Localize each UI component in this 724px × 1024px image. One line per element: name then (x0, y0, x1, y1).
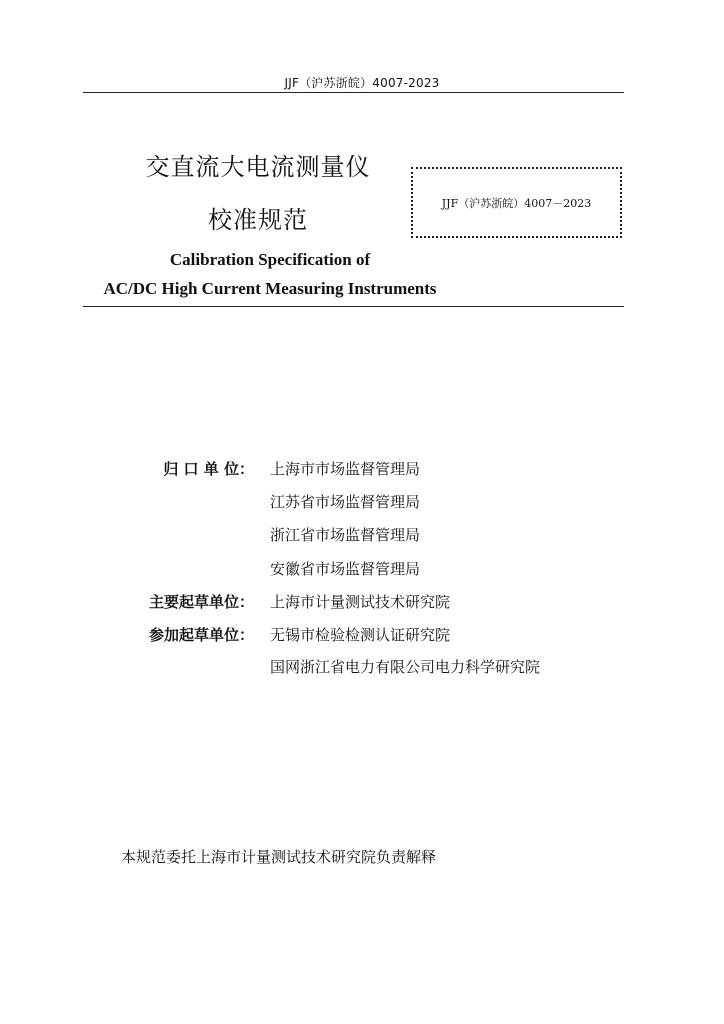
header-rule (83, 92, 624, 93)
participating-drafter-2: 国网浙江省电力有限公司电力科学研究院 (270, 658, 541, 676)
participating-drafter-1: 无锡市检验检测认证研究院 (270, 626, 451, 644)
responsible-unit-1: 上海市市场监督管理局 (270, 460, 421, 478)
interpretation-note: 本规范委托上海市计量测试技术研究院负责解释 (121, 848, 437, 866)
responsible-unit-2: 江苏省市场监督管理局 (270, 493, 421, 511)
standard-code-box-text: JJF（沪苏浙皖）4007－2023 (441, 197, 592, 210)
title-rule (83, 306, 624, 307)
responsible-unit-3: 浙江省市场监督管理局 (270, 526, 421, 544)
main-drafter-label: 主要起草单位： (148, 593, 254, 611)
title-en-line1: Calibration Specification of (169, 250, 371, 269)
standard-code-box (411, 167, 622, 238)
header-standard-code: JJF（沪苏浙皖）4007-2023 (284, 76, 440, 90)
responsible-unit-label: 归 口 单 位： (163, 460, 254, 478)
responsible-unit-4: 安徽省市场监督管理局 (270, 560, 421, 578)
participating-drafter-label: 参加起草单位： (148, 626, 254, 644)
title-cn-line1: 交直流大电流测量仪 (145, 153, 371, 181)
main-drafter: 上海市计量测试技术研究院 (270, 593, 451, 611)
title-en-line2: AC/DC High Current Measuring Instruments (103, 279, 437, 298)
title-cn-line2: 校准规范 (208, 206, 308, 234)
